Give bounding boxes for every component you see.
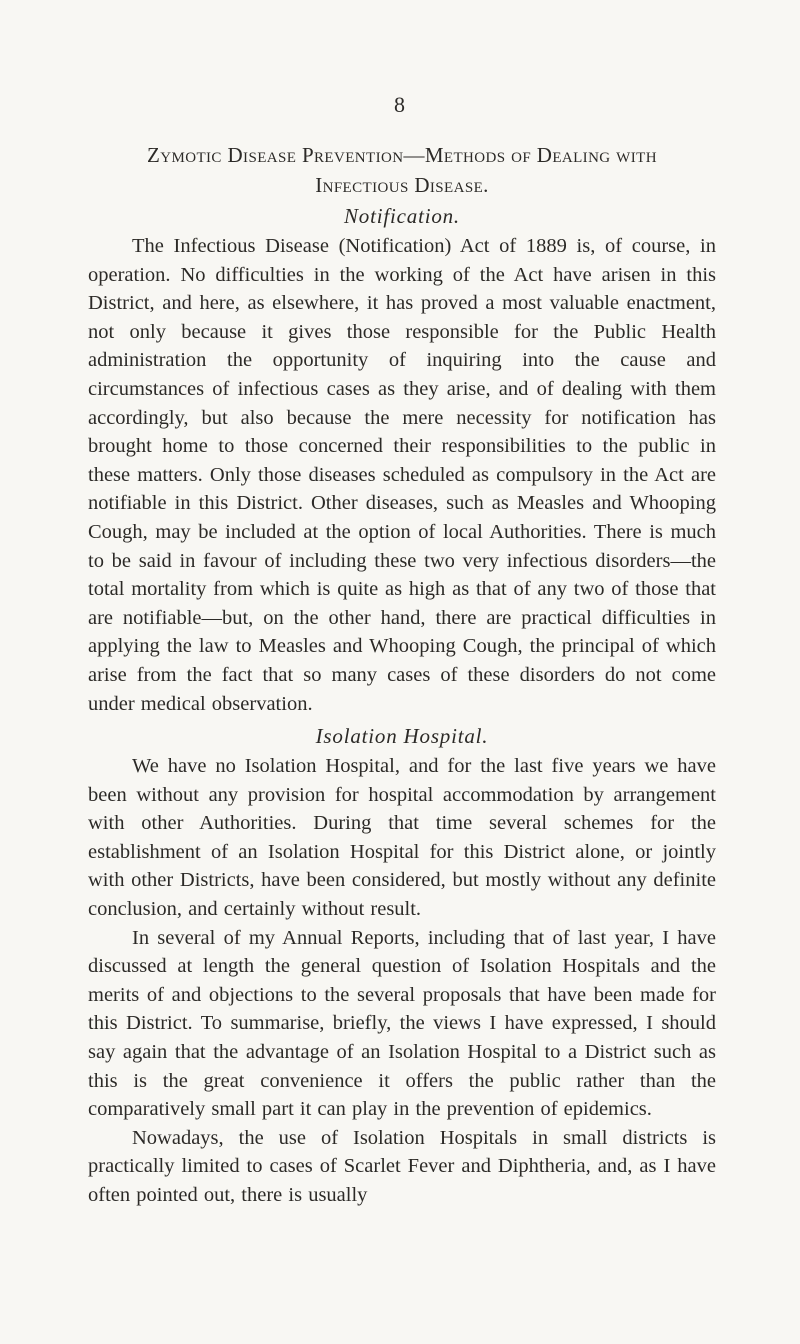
page-number: 8 — [394, 92, 406, 117]
paragraph-isolation-1: We have no Isolation Hospital, and for the last five years we have been without any provision for hospital accommodation by arrangement with other Authorities. During that time several schemes for the establishment of an Isolation Hospital for this District alone, or jointly with other Districts, have been considered, but mostly without any definite conclusion, and certainly without result. — [88, 755, 716, 921]
chapter-heading-line-2: Infectious Disease. — [315, 173, 489, 197]
paragraph-isolation-2: In several of my Annual Reports, including that of last year, I have discussed at length the general question of Isolation Hospitals and the merits of and objections to the several proposals that have been made for this District. To summarise, briefly, the views I have expressed, I should say again that the advantage of an Isolation Hospital to a District such as this is the great convenience it offers the public rather than the comparatively small part it can play in the prevention of epidemics. — [88, 926, 716, 1121]
section-title-isolation-hospital: Isolation Hospital. — [315, 724, 489, 749]
paragraph-notification: The Infectious Disease (Notification) Act of 1889 is, of course, in operation. No difficulties in the working of the Act have arisen in this District, and here, as elsewhere, it has proved a most valuable enactment, not only because it gives those responsible for the Public Health administration the opportunity of inquiring into the cause and circumstances of infectious cases as they arise, and of dealing with them accordingly, but also because the mere necessity for notification has brought home to those concerned their responsibilities to the public in these matters. Only those diseases scheduled as compulsory in the Act are notifiable in this District. Other diseases, such as Measles and Whooping Cough, may be included at the option of local Authorities. There is much to be said in favour of including these two very infectious disorders—the total mortality from which is quite as high as that of any two of those that are notifiable—but, on the other hand, there are practical difficulties in applying the law to Measles and Whooping Cough, the principal of which arise from the fact that so many cases of these disorders do not come under medical observation. — [88, 235, 716, 715]
chapter-heading-line-1: Zymotic Disease Prevention—Methods of Dealing with — [147, 143, 657, 167]
paragraph-isolation-3: Nowadays, the use of Isolation Hospitals in small districts is practically limited to cases of Scarlet Fever and Diphtheria, and, as I have often pointed out, there is usually — [88, 1126, 716, 1206]
section-title-notification: Notification. — [344, 204, 460, 228]
page-body — [88, 140, 716, 1210]
